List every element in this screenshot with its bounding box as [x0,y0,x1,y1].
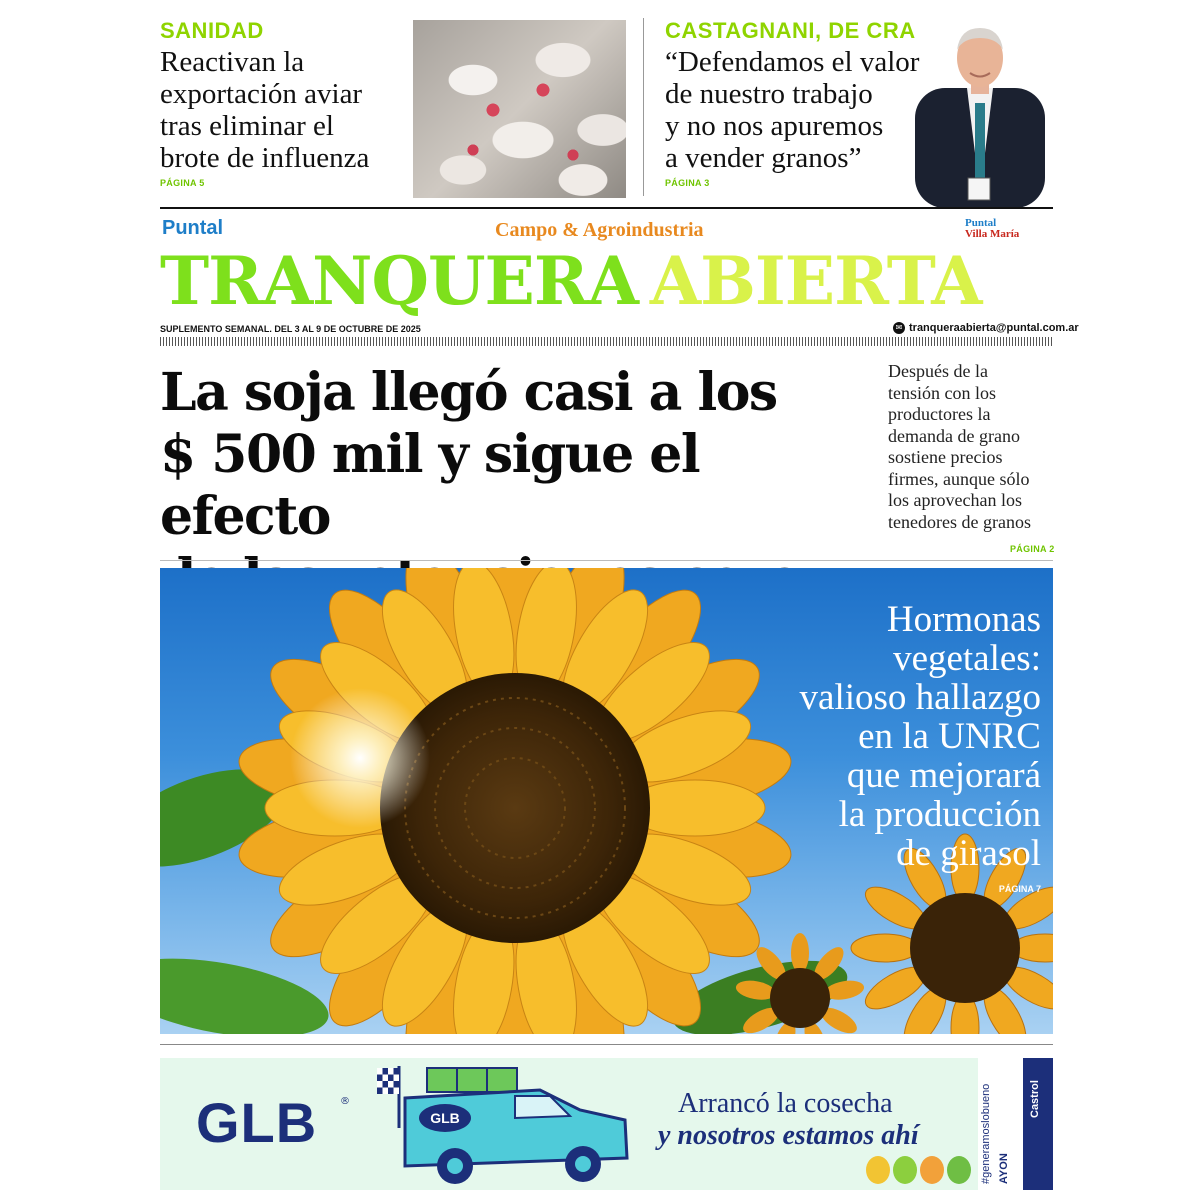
brand-vm-line-1: Puntal [965,217,997,229]
teaser-right-line: a vender granos” [665,142,862,174]
lead-dek-line: productores la [888,404,991,424]
ad-glb-logo[interactable]: GLB [196,1091,318,1154]
email-block[interactable] [893,322,1079,334]
veggie-mascots-icon [860,1148,980,1188]
issue-line: SUPLEMENTO SEMANAL. DEL 3 AL 9 DE OCTUBRE DE 2025 [160,324,421,334]
teaser-left-line: tras eliminar el [160,110,334,142]
masthead-top-rule [160,207,1053,209]
lead-dek-line: los aprovechan los [888,490,1022,510]
lead-bottom-rule [160,560,1053,561]
registered-icon: ® [340,1096,350,1107]
brand-puntal-villa-maria[interactable] [965,218,1019,240]
ad-sponsor-ayon: AYON [998,1153,1010,1184]
masthead-title [160,242,1060,320]
lead-dek-line: tenedores de granos [888,511,1031,532]
lead-dek-line: firmes, aunque sólo [888,468,1030,489]
lead-page: PÁGINA 2 [1010,544,1055,554]
hero-headline-line: vegetales: [893,638,1041,679]
teaser-right-page: PÁGINA 3 [665,178,710,188]
lead-headline-line: $ 500 mil y sigue el efecto [160,424,700,547]
teaser-divider [643,18,644,196]
teaser-right-line: “Defendamos el valor [665,46,920,78]
teaser-left-line: Reactivan la [160,46,305,78]
brand-puntal[interactable]: Puntal [162,217,224,239]
hero-photo[interactable] [160,568,1053,1034]
teaser-left-kicker: SANIDAD [160,18,264,43]
hero-page: PÁGINA 7 [998,884,1041,894]
teaser-left-headline [160,46,410,174]
ad-line-2: y nosotros estamos ahí [658,1120,919,1151]
envelope-icon: ✉ [893,322,905,334]
hero-headline-line: de girasol [896,833,1041,874]
masthead-title-2: ABIERTA [649,242,982,320]
teaser-left-line: brote de influenza [160,142,370,174]
truck-glb-label: GLB [430,1110,460,1126]
lead-dek-line: tensión con los [888,382,996,403]
hero-headline-line: Hormonas [886,599,1041,640]
lead-dek [888,361,1058,533]
masthead-title-1: TRANQUERA [160,242,638,320]
lead-headline-line: La soja llegó casi a los [160,362,777,423]
teaser-left-line: exportación aviar [160,78,363,110]
teaser-right-line: y no nos apuremos [665,110,884,142]
hero-headline-line: en la UNRC [858,716,1041,757]
teaser-left[interactable] [160,18,410,198]
ad-hashtag: #generamoslobueno [980,1083,992,1184]
hero-headline-line: que mejorará [846,755,1041,796]
brand-vm-line-2: Villa María [965,228,1020,240]
teaser-right-line: de nuestro trabajo [665,78,873,110]
teaser-left-page: PÁGINA 5 [160,178,205,188]
ad-right-strip [1023,1058,1053,1190]
lead-dek-line: demanda de grano [888,425,1020,446]
ad-line-1: Arrancó la cosecha [678,1088,893,1119]
hero-headline-line: valioso hallazgo [799,677,1041,718]
masthead-hatch-rule [160,337,1053,346]
lead-dek-line: Después de la [888,361,988,381]
truck-illustration [365,1058,635,1190]
ad-banner[interactable] [160,1058,1053,1190]
person-photo[interactable] [905,18,1055,208]
ad-sponsor-castrol: Castrol [1029,1080,1041,1118]
lead-dek-line: sostiene precios [888,447,1003,467]
hero-headline-line: la producción [838,794,1041,835]
ad-top-rule [160,1044,1053,1045]
hero-headline[interactable] [721,600,1041,873]
person-illustration [905,18,1055,208]
teaser-right-kicker: CASTAGNANI, DE CRA [665,18,916,43]
hens-photo[interactable] [413,20,626,198]
section-label: Campo & Agroindustria [495,219,704,241]
email-address: tranqueraabierta@puntal.com.ar [909,322,1079,334]
